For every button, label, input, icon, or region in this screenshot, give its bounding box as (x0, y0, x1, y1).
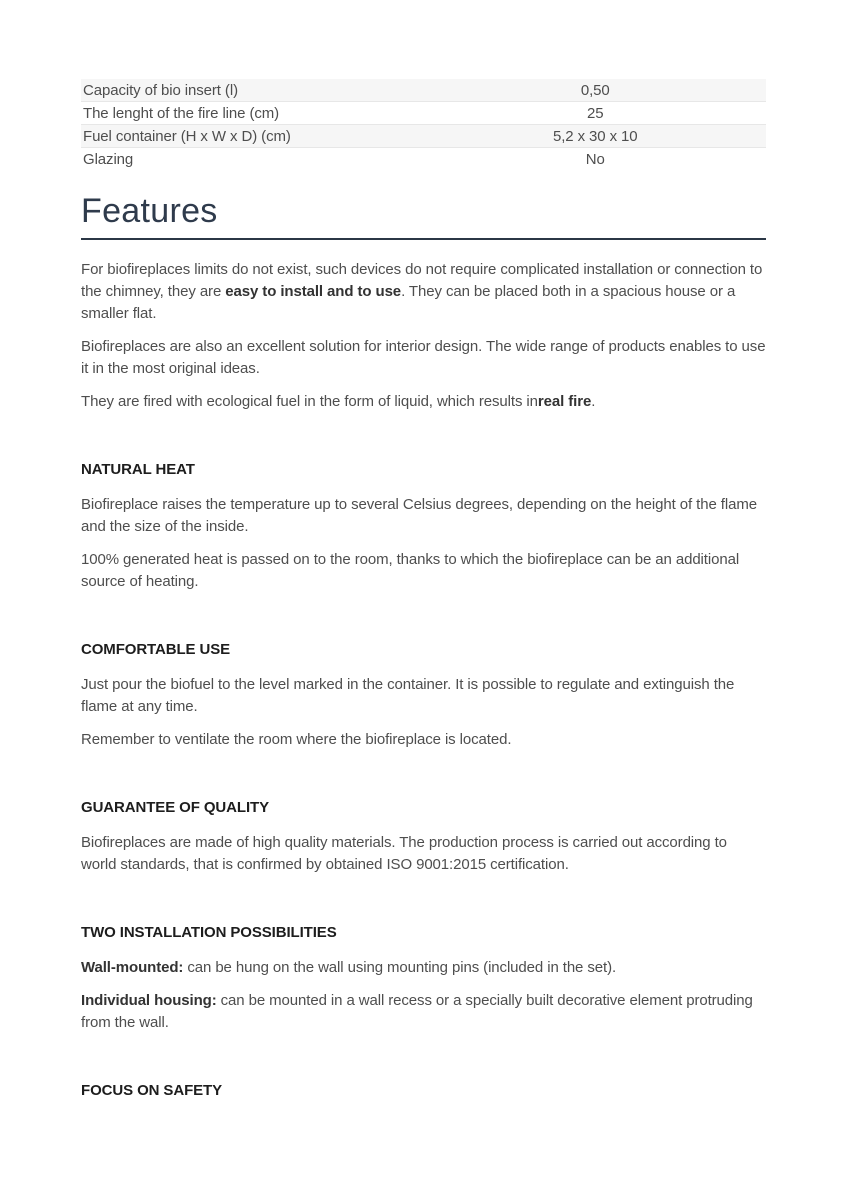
section-heading-focus-on-safety: FOCUS ON SAFETY (81, 1082, 223, 1099)
section-heading-two-installation-possibilities: TWO INSTALLATION POSSIBILITIES (81, 924, 337, 941)
paragraph (81, 391, 766, 413)
spec-value: 25 (587, 104, 604, 122)
text: Remember to ventilate the room where the biofireplace is located. (81, 731, 512, 748)
features-title: Features (81, 192, 218, 230)
section-guarantee-of-quality (81, 797, 766, 876)
paragraph (81, 990, 766, 1034)
paragraph (81, 729, 766, 751)
text: can be hung on the wall using mounting pins (included in the set). (183, 959, 617, 976)
spec-value: No (585, 151, 605, 168)
paragraph (81, 259, 766, 325)
section-natural-heat (81, 459, 766, 593)
features-intro (81, 259, 766, 413)
spec-label: Fuel container (H x W x D) (cm) (83, 127, 291, 145)
paragraph (81, 957, 766, 979)
bold-text: real fire (537, 393, 592, 410)
spec-table-row (81, 79, 766, 102)
section-heading-comfortable-use: COMFORTABLE USE (81, 641, 231, 658)
spec-label: Glazing (83, 151, 134, 168)
text: 100% generated heat is passed on to the room, thanks to which the biofireplace can be an additional source of heating. (81, 551, 740, 590)
text: For biofireplaces limits do not exist, such devices do not require complicated installation or connection to the chimney, they are (81, 261, 763, 300)
section-two-installation-possibilities (81, 922, 766, 1034)
text: Biofireplace raises the temperature up to several Celsius degrees, depending on the height of the flame and the size of the inside. (81, 496, 757, 535)
text: Just pour the biofuel to the level marked in the container. It is possible to regulate and extinguish the flame at any time. (81, 676, 735, 715)
section-heading-natural-heat: NATURAL HEAT (81, 461, 195, 478)
spec-table-row (81, 125, 766, 148)
text: . (591, 393, 596, 410)
features-sections (81, 459, 766, 1102)
text: can be mounted in a wall recess or a specially built decorative element protruding from the wall. (81, 992, 753, 1031)
document-page (81, 0, 766, 1102)
spec-label: Capacity of bio insert (l) (83, 81, 238, 99)
bold-text: Individual housing: (81, 992, 217, 1009)
paragraph (81, 549, 766, 593)
spec-table-row (81, 102, 766, 125)
spec-table-row (81, 148, 766, 171)
spec-table (81, 79, 766, 171)
features-body (81, 240, 766, 1102)
bold-text: Wall-mounted: (81, 959, 184, 976)
spec-value: 5,2 x 30 x 10 (552, 127, 638, 145)
spec-label: The lenght of the fire line (cm) (83, 104, 280, 122)
text: Biofireplaces are made of high quality materials. The production process is carried out according to world standards, that is confirmed by obtained ISO 9001:2015 certification. (81, 834, 727, 873)
section-focus-on-safety (81, 1080, 766, 1102)
text: Biofireplaces are also an excellent solution for interior design. The wide range of products enables to use it in the most original ideas. (81, 338, 766, 377)
text: They are fired with ecological fuel in the form of liquid, which results in (81, 393, 538, 410)
bold-text: easy to install and to use (225, 283, 402, 300)
section-heading-guarantee-of-quality: GUARANTEE OF QUALITY (81, 799, 269, 816)
paragraph (81, 832, 766, 876)
text: . They can be placed both in a spacious house or a smaller flat. (81, 283, 736, 322)
paragraph (81, 336, 766, 380)
paragraph (81, 674, 766, 718)
section-comfortable-use (81, 639, 766, 751)
paragraph (81, 494, 766, 538)
spec-value: 0,50 (580, 81, 610, 99)
